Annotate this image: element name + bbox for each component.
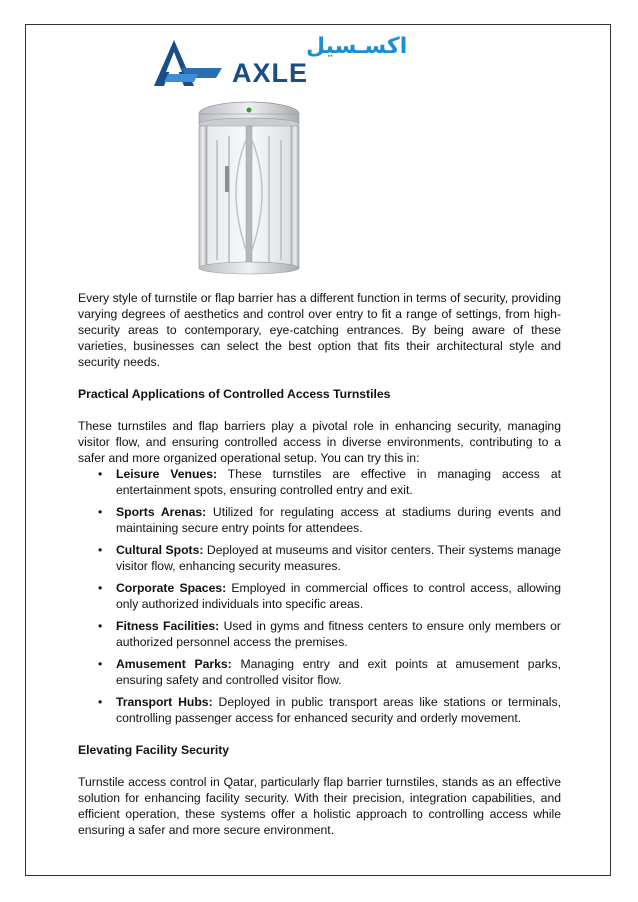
- list-item: [78, 504, 561, 536]
- list-item: [78, 656, 561, 688]
- section-heading-security: Elevating Facility Security: [78, 743, 230, 757]
- list-item: [78, 694, 561, 726]
- list-item-label: Transport Hubs:: [116, 695, 213, 709]
- list-item-text: Managing entry and exit points at amusement parks, ensuring safety and controlled visitor flow.: [116, 657, 561, 687]
- list-item-label: Fitness Facilities:: [116, 619, 220, 633]
- list-item-label: Corporate Spaces:: [116, 581, 227, 595]
- turnstile-image: [197, 100, 301, 276]
- list-item-text: Utilized for regulating access at stadiums during events and maintaining secure entry points for attendees.: [116, 505, 562, 535]
- list-item-text: These turnstiles are effective in managing access at entertainment spots, ensuring controlled entry and exit.: [116, 467, 561, 497]
- applications-list: [78, 466, 561, 726]
- list-item-text: Employed in commercial offices to control access, allowing only authorized individuals into specific areas.: [116, 581, 561, 611]
- brand-name: AXLE: [232, 58, 309, 88]
- security-paragraph: Turnstile access control in Qatar, particularly flap barrier turnstiles, stands as an effective solution for enhancing facility security. With their precision, integration capabilities, and efficient operation, these systems offer a holistic approach to controlling access while ensuring a safer and more secure environment.: [78, 775, 561, 837]
- bullet-icon: •: [98, 657, 103, 671]
- list-item-text: Deployed at museums and visitor centers. Their systems manage visitor flow, enhancing security measures.: [116, 543, 561, 573]
- list-item: [78, 580, 561, 612]
- list-item-text: Deployed in public transport areas like stations or terminals, controlling passenger access for enhanced security and orderly movement.: [116, 695, 561, 725]
- list-item-label: Amusement Parks:: [116, 657, 232, 671]
- axle-logo-mark-icon: [154, 38, 226, 90]
- list-item-text: Used in gyms and fitness centers to ensure only members or authorized personnel access the premises.: [116, 619, 561, 649]
- list-item-label: Cultural Spots:: [116, 543, 204, 557]
- document-body: [78, 290, 561, 838]
- bullet-icon: •: [98, 505, 103, 519]
- applications-paragraph: These turnstiles and flap barriers play a pivotal role in enhancing security, managing visitor flow, and ensuring controlled access in diverse environments, contributing to a safer and more organized operational setup. You can try this in:: [78, 419, 561, 465]
- list-item: [78, 618, 561, 650]
- intro-paragraph: Every style of turnstile or flap barrier has a different function in terms of security, providing varying degrees of aesthetics and control over entry to fit a range of settings, from high-security areas to contemporary, eye-catching entrances. By being aware of these varieties, businesses can select the best option that fits their architectural style and security needs.: [78, 291, 561, 369]
- bullet-icon: •: [98, 581, 103, 595]
- list-item-label: Leisure Venues:: [116, 467, 218, 481]
- section-heading-applications: Practical Applications of Controlled Access Turnstiles: [78, 387, 391, 401]
- list-item-label: Sports Arenas:: [116, 505, 207, 519]
- axle-logo: [154, 34, 408, 94]
- brand-arabic-name: اكسـسيل: [306, 34, 408, 59]
- bullet-icon: •: [98, 619, 103, 633]
- bullet-icon: •: [98, 695, 103, 709]
- bullet-icon: •: [98, 467, 103, 481]
- bullet-icon: •: [98, 543, 103, 557]
- list-item: [78, 466, 561, 498]
- list-item: [78, 542, 561, 574]
